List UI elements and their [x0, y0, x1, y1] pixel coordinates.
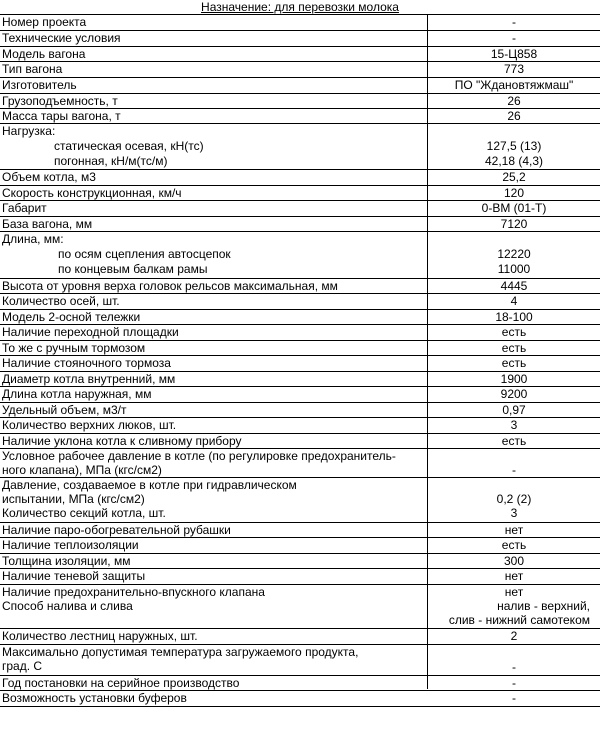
row-value: есть	[501, 434, 527, 448]
table-row	[0, 433, 600, 449]
row-value: 25,2	[502, 170, 526, 184]
row-label: Технические условия	[2, 31, 121, 45]
table-row	[0, 262, 600, 278]
row-label: Объем котла, м3	[2, 170, 96, 184]
table-row	[0, 506, 600, 522]
row-label: Габарит	[2, 201, 47, 215]
table-row	[0, 477, 600, 507]
row-value: 120	[503, 186, 525, 200]
row-label: Тип вагона	[2, 62, 63, 76]
row-value: 3	[510, 506, 518, 520]
row-value: 12220	[497, 247, 531, 261]
row-label: Изготовитель	[2, 78, 77, 92]
row-value: есть	[501, 356, 527, 370]
row-value: 26	[507, 94, 521, 108]
row-label: Год постановки на серийное производство	[2, 676, 240, 690]
row-value: -	[512, 691, 516, 705]
table-row	[0, 417, 600, 434]
table-row	[0, 309, 600, 325]
table-row	[0, 675, 600, 691]
row-label: Нагрузка:	[2, 124, 56, 138]
row-label: по концевым балкам рамы	[58, 262, 208, 276]
row-label: Удельный объем, м3/т	[2, 403, 127, 417]
table-row	[0, 690, 600, 707]
table-row	[0, 568, 600, 585]
row-label: Номер проекта	[2, 15, 87, 29]
table-row	[0, 386, 600, 403]
row-value: -	[512, 31, 516, 45]
table-row	[0, 93, 600, 109]
row-label: Длина котла наружная, мм	[2, 387, 152, 401]
table-row	[0, 628, 600, 645]
row-label: База вагона, мм	[2, 217, 93, 231]
table-row	[0, 644, 600, 676]
row-label: Диаметр котла внутренний, мм	[2, 372, 176, 386]
row-label: Высота от уровня верха головок рельсов максимальная, мм	[2, 279, 338, 293]
row-value: налив - верхний,	[497, 599, 590, 613]
row-value: 0-ВМ (01-Т)	[481, 201, 547, 215]
table-row	[0, 402, 600, 418]
row-value: нет	[504, 585, 524, 599]
table-row	[0, 293, 600, 310]
row-value: 1900	[500, 372, 528, 386]
table-row	[0, 108, 600, 124]
row-label: Модель 2-осной тележки	[2, 310, 141, 324]
table-row	[0, 522, 600, 538]
row-value: -	[512, 15, 516, 29]
row-value: 773	[503, 62, 525, 76]
row-label: Наличие паро-обогревательной рубашки	[2, 523, 231, 537]
table-bottom-border	[0, 706, 600, 707]
table-row	[0, 553, 600, 569]
row-label: Грузоподъемность, т	[2, 94, 118, 108]
row-value: 4445	[500, 279, 528, 293]
table-row	[0, 324, 600, 341]
table-row	[0, 169, 600, 186]
row-label-continued: испытании, МПа (кгс/см2)	[2, 492, 145, 506]
row-label: погонная, кН/м(тс/м)	[54, 154, 168, 168]
row-label-continued: град. С	[2, 659, 43, 673]
table-row	[0, 340, 600, 356]
row-value: 3	[510, 418, 518, 432]
row-label: Длина, мм:	[2, 232, 64, 246]
row-label: Наличие теплоизоляции	[2, 538, 139, 552]
row-label: Максимально допустимая температура загружаемого продукта,	[2, 645, 359, 659]
table-row	[0, 231, 600, 248]
row-value: 9200	[500, 387, 528, 401]
row-label: Количество осей, шт.	[2, 294, 120, 308]
row-value: -	[512, 660, 516, 674]
row-value: 15-Ц858	[490, 47, 538, 61]
row-label: Наличие теневой защиты	[2, 569, 146, 583]
row-value: -	[512, 463, 516, 477]
row-value: есть	[501, 538, 527, 552]
row-label: Количество секций котла, шт.	[2, 506, 166, 520]
table-row	[0, 46, 600, 62]
row-value: 42,18 (4,3)	[484, 154, 544, 168]
row-value: 127,5 (13)	[486, 139, 542, 153]
row-value: 2	[510, 629, 518, 643]
row-value: -	[512, 676, 516, 690]
row-value: 0,97	[502, 403, 526, 417]
row-value: 18-100	[495, 310, 533, 324]
row-label: по осям сцепления автосцепок	[58, 247, 231, 261]
row-value: нет	[504, 523, 524, 537]
row-label: Наличие предохранительно-впускного клапана	[2, 585, 265, 599]
row-value: 4	[510, 294, 518, 308]
row-label: Возможность установки буферов	[2, 691, 187, 705]
row-label: Количество верхних люков, шт.	[2, 418, 177, 432]
row-label: Толщина изоляции, мм	[2, 554, 131, 568]
table-row	[0, 123, 600, 140]
table-row	[0, 278, 600, 294]
row-label: Наличие уклона котла к сливному прибору	[2, 434, 242, 448]
table-row	[0, 61, 600, 78]
row-value: 26	[507, 109, 521, 123]
row-label: Способ налива и слива	[2, 599, 133, 613]
row-label: Наличие стояночного тормоза	[2, 356, 171, 370]
table-title: Назначение: для перевозки молока	[201, 0, 399, 14]
row-value: 7120	[500, 217, 528, 231]
table-row	[0, 355, 600, 372]
table-row	[0, 77, 600, 94]
row-value: 0,2 (2)	[496, 492, 532, 506]
table-row	[0, 537, 600, 554]
row-value: есть	[501, 341, 527, 355]
row-value-continued: слив - нижний самотеком	[448, 613, 590, 627]
table-row	[0, 139, 600, 154]
row-label: Скорость конструкционная, км/ч	[2, 186, 182, 200]
row-label: Масса тары вагона, т	[2, 109, 121, 123]
row-label: Количество лестниц наружных, шт.	[2, 629, 198, 643]
row-value: 300	[503, 554, 525, 568]
row-label-continued: ного клапана), МПа (кгс/см2)	[2, 463, 162, 477]
row-value: нет	[504, 569, 524, 583]
table-row	[0, 14, 600, 31]
row-value: 11000	[497, 262, 531, 276]
row-label: Условное рабочее давление в котле (по регулировке предохранитель-	[2, 449, 396, 463]
row-value: ПО "Ждановтяжмаш"	[454, 78, 574, 92]
table-row	[0, 371, 600, 387]
table-row	[0, 448, 600, 478]
table-row	[0, 30, 600, 47]
row-label: Давление, создаваемое в котле при гидравлическом	[2, 478, 297, 492]
table-row	[0, 599, 600, 628]
row-label: Наличие переходной площадки	[2, 325, 179, 339]
row-value: есть	[501, 325, 527, 339]
row-label: Модель вагона	[2, 47, 86, 61]
table-row	[0, 247, 600, 262]
row-label: То же с ручным тормозом	[2, 341, 146, 355]
table-row	[0, 154, 600, 169]
table-row	[0, 200, 600, 217]
table-row	[0, 185, 600, 201]
row-label: статическая осевая, кН(тс)	[54, 139, 204, 153]
table-row	[0, 216, 600, 232]
table-row	[0, 584, 600, 600]
